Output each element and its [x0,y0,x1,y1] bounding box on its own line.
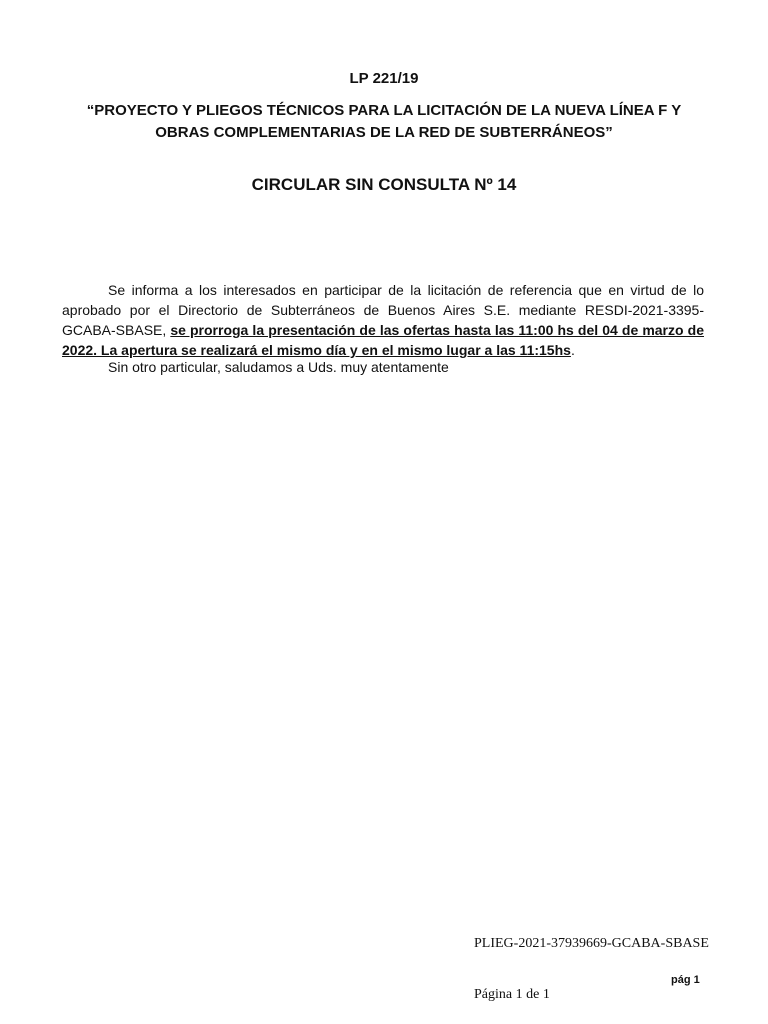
body-intro: Se informa a los interesados en participar de la licitación de referencia que en virtud de lo aprobado por el Directorio de Subterráneos de Buenos Aires S.E. mediante RESDI-2021-3395-GCABA-SBASE, [62,282,704,338]
body-end: . [570,342,575,358]
page-counter: Página 1 de 1 [474,987,550,1002]
project-title: “PROYECTO Y PLIEGOS TÉCNICOS PARA LA LICITACIÓN DE LA NUEVA LÍNEA F Y OBRAS COMPLEMENTARIAS DE LA RED DE SUBTERRÁNEOS” [86,102,682,141]
closing-line: Sin otro particular, saludamos a Uds. muy atentamente [108,359,449,375]
page-label: pág 1 [671,974,700,986]
doc-reference: PLIEG-2021-37939669-GCABA-SBASE [474,936,709,951]
circular-title: CIRCULAR SIN CONSULTA Nº 14 [251,175,517,194]
body-emphasis: se prorroga la presentación de las ofertas hasta las 11:00 hs del 04 de marzo de 2022. La apertura se realizará el mismo día y en el mismo lugar a las 11:15hs [62,322,704,358]
body-paragraph [62,280,704,360]
lp-number: LP 221/19 [349,70,419,87]
